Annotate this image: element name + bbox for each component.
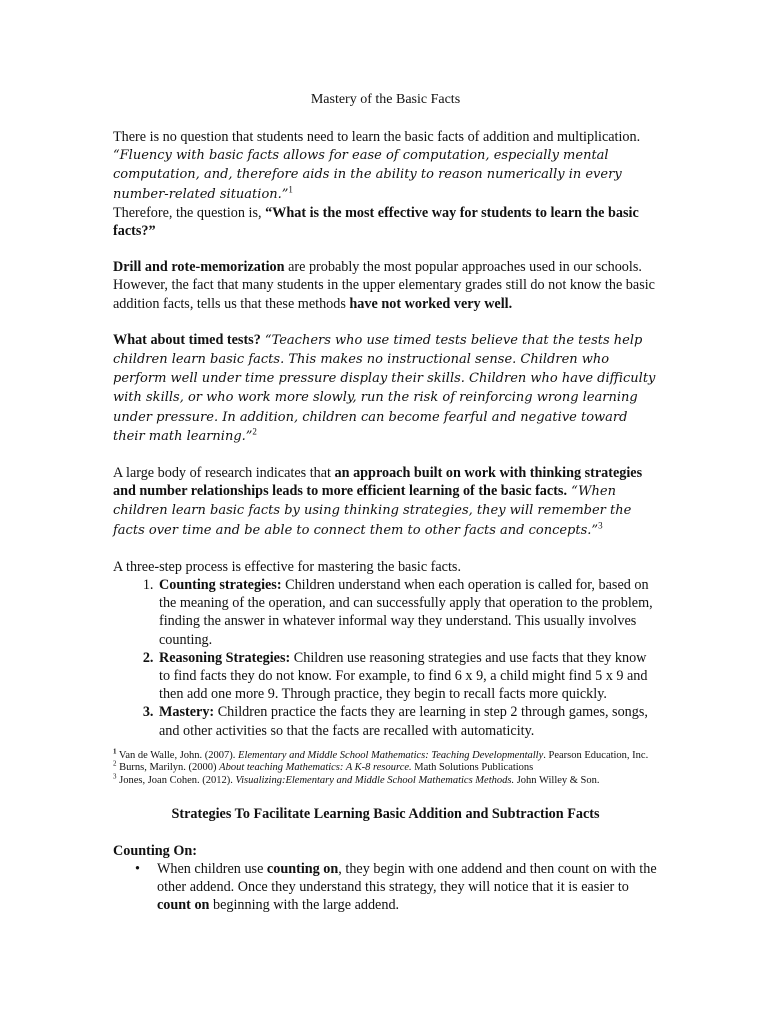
footnote-2: $^2$ Burns, Marilyn. (2000) About teaching Mathematics: A K-8 resource. Math Solutions Publications: [113, 759, 534, 774]
footnote-ref-3: 3: [598, 519, 603, 530]
counting-on-list: [113, 860, 658, 915]
list-item: • When children use counting on, they begin with one addend and then count on with the other addend. Once they understand this strategy, they will notice that it is easier to count on beginning with the large addend.: [135, 860, 657, 914]
section-subheading: Strategies To Facilitate Learning Basic Addition and Subtraction Facts: [171, 806, 600, 823]
timed-tests-paragraph: What about timed tests? “Teachers who use timed tests believe that the tests help children learn basic facts. This makes no instructional sense. Children who perform well under time pressure display their skills. Children who have difficulty with skills, or who work more slowly, run the risk of reinforcing wrong learning under pressure. In addition, children can become fearful and negative toward their math learning.”$^2$: [113, 331, 656, 444]
list-item: 3. Mastery: Children practice the facts they are learning in step 2 through games, songs, and other activities so that the facts are recalled with automaticity.: [157, 703, 658, 739]
footnote-1: $^1$ Van de Walle, John. (2007). Elementary and Middle School Mathematics: Teaching Developmentally. Pearson Education, Inc.: [113, 747, 649, 761]
list-item: 1. Counting strategies: Children understand when each operation is called for, based on the meaning of the operation, and can successfully apply that operation to the problem, finding the answer in whatever informal way they understand. This usually involves counting.: [157, 576, 658, 649]
question-paragraph: Therefore, the question is, “What is the most effective way for students to learn the basic facts?”: [113, 204, 639, 240]
footnotes: [113, 747, 658, 788]
intro-paragraph: There is no question that students need to learn the basic facts of addition and multiplication. “Fluency with basic facts allows for ease of computation, especially mental computation, and, therefore aids in the ability to reason numerically in every number-related situation.”$^1$: [113, 129, 641, 202]
three-step-list: [113, 576, 658, 740]
research-paragraph: A large body of research indicates that an approach built on work with thinking strategies and number relationships leads to more efficient learning of the basic facts. “When children learn basic facts by using thinking strategies, they will remember the facts over time and be able to connect them to other facts and concepts.”$^3$: [113, 465, 643, 538]
footnote-ref-2: 2: [252, 426, 257, 437]
footnote-ref-1: 1: [288, 183, 293, 194]
timed-tests-quote: “Teachers who use timed tests believe that the tests help children learn basic facts. This makes no instructional sense. Children who perform well under time pressure display their skills. Children who have difficulty with skills, or who work more slowly, run the risk of reinforcing wrong learning under pressure. In addition, children can become fearful and negative toward their math learning.”: [113, 332, 656, 444]
drill-paragraph: Drill and rote-memorization are probably the most popular approaches used in our schools. However, the fact that many students in the upper elementary grades still do not know the basic addition facts, tells us that these methods have not worked very well.: [113, 259, 655, 312]
list-item: 2. Reasoning Strategies: Children use reasoning strategies and use facts that they know to find facts they do not know. For example, to find 6 x 9, a child might find 5 x 9 and then add one more 9. Through practice, they begin to recall facts more quickly.: [157, 649, 658, 704]
fluency-quote: “Fluency with basic facts allows for ease of computation, especially mental computation, and, therefore aids in the ability to reason numerically in every number-related situation.”: [113, 148, 622, 202]
three-step-intro: A three-step process is effective for mastering the basic facts.: [113, 558, 461, 575]
footnote-3: $^3$ Jones, Joan Cohen. (2012). Visualizing:Elementary and Middle School Mathematics Methods. John Willey & Son.: [113, 772, 600, 786]
document-title: Mastery of the Basic Facts: [310, 92, 461, 107]
counting-on-heading: Counting On:: [113, 842, 197, 859]
research-quote: “When children learn basic facts by using thinking strategies, they will remember the facts over time and be able to connect them to other facts and concepts.”: [113, 484, 632, 538]
bullet-icon: •: [135, 860, 140, 877]
key-question: “What is the most effective way for students to learn the basic facts?”: [113, 204, 639, 240]
